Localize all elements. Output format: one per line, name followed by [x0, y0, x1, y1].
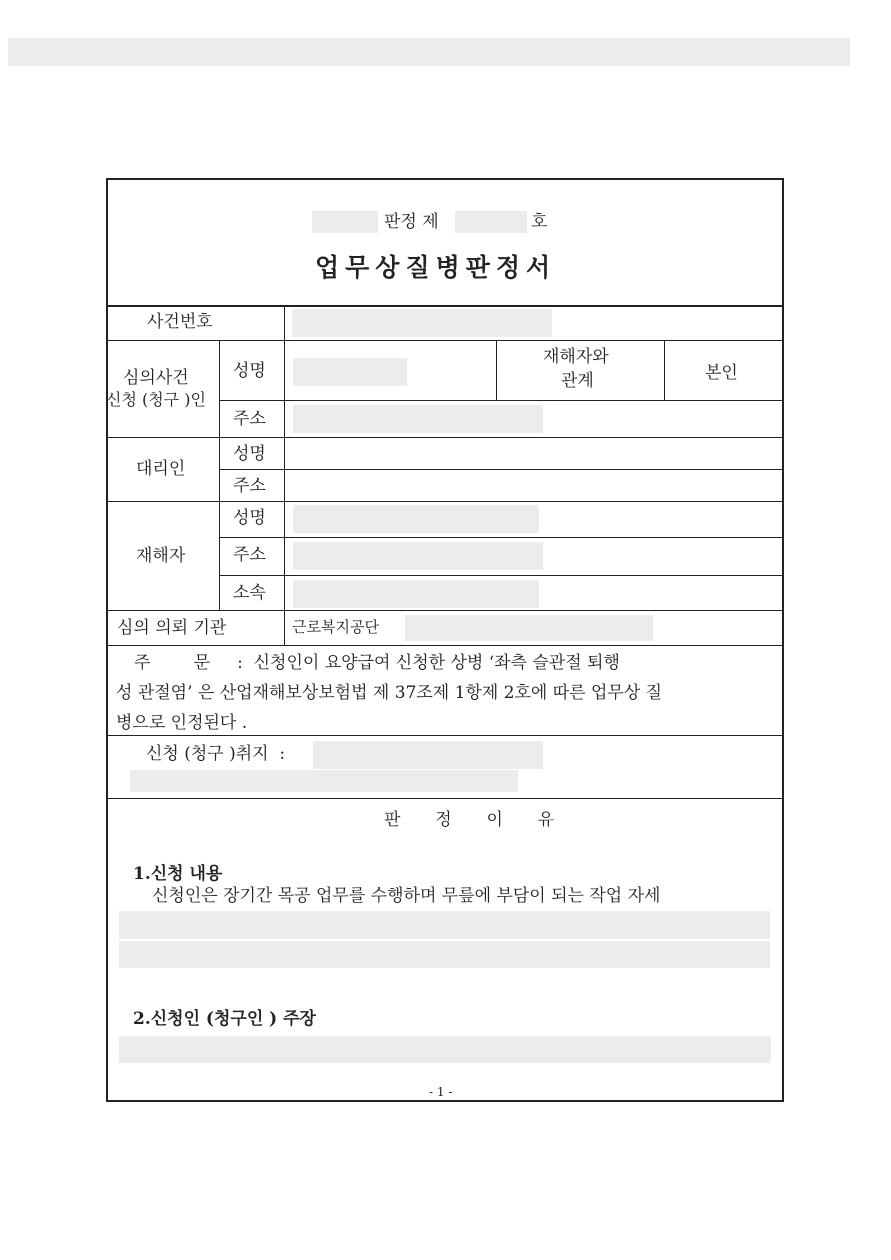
- decision-number-label: 판정 제: [384, 212, 439, 232]
- document-title: 업무상질병판정서: [315, 253, 557, 282]
- rule: [219, 400, 784, 401]
- victim-address-label: 주소: [233, 545, 266, 565]
- relation-label-line1: 재해자와: [543, 347, 609, 367]
- decision-year-redaction: [312, 211, 378, 233]
- applicant-header-line1: 심의사건: [123, 368, 189, 388]
- rule: [219, 469, 784, 470]
- applicant-address-label: 주소: [233, 409, 266, 429]
- relation-label-line2: 관계: [561, 371, 594, 391]
- main-text-line2: 성 관절염’ 은 산업재해보상보험법 제 37조제 1항제 2호에 따른 업무상 질: [116, 683, 663, 703]
- rule: [106, 501, 784, 502]
- rule: [106, 305, 784, 307]
- agent-name-label: 성명: [233, 444, 266, 464]
- victim-header: 재해자: [136, 546, 186, 566]
- section1-text: 신청인은 장기간 목공 업무를 수행하며 무릎에 부담이 되는 작업 자세: [152, 886, 661, 906]
- victim-affiliation-label: 소속: [233, 583, 266, 603]
- rule: [219, 575, 784, 576]
- rule: [219, 340, 220, 610]
- application-purpose-redaction-2: [130, 770, 518, 792]
- header-redaction-bar: [8, 38, 850, 66]
- application-purpose-label: 신청 (청구 )취지 :: [146, 744, 286, 764]
- victim-name-redaction: [293, 505, 539, 533]
- section2-title: 2.신청인 (청구인 ) 주장: [133, 1009, 316, 1029]
- agent-header: 대리인: [136, 459, 186, 479]
- decision-number-redaction: [455, 211, 527, 233]
- section2-redaction: [119, 1036, 771, 1063]
- victim-name-label: 성명: [233, 508, 266, 528]
- rule: [106, 437, 784, 438]
- applicant-header-line2: 신청 (청구 )인: [106, 390, 206, 409]
- victim-address-redaction: [293, 542, 543, 570]
- rule: [106, 340, 784, 341]
- applicant-address-redaction: [293, 405, 543, 433]
- decision-number-suffix: 호: [531, 212, 548, 232]
- agent-address-label: 주소: [233, 476, 266, 496]
- main-text-line1: 주 문 : 신청인이 요양급여 신청한 상병 ‘좌측 슬관절 퇴행: [134, 653, 620, 673]
- requesting-org-label: 심의 의뢰 기관: [117, 618, 227, 638]
- main-text-line3: 병으로 인정된다 .: [116, 713, 248, 733]
- rule: [106, 645, 784, 646]
- page-number: - 1 -: [429, 1085, 453, 1099]
- application-purpose-redaction: [313, 741, 543, 769]
- applicant-name-label: 성명: [233, 361, 266, 381]
- applicant-name-redaction: [293, 358, 407, 386]
- section1-redaction-2: [119, 941, 770, 968]
- case-number-label: 사건번호: [147, 312, 213, 332]
- rule: [219, 537, 784, 538]
- rule: [664, 340, 665, 400]
- rule: [284, 305, 285, 645]
- rule: [106, 610, 784, 611]
- reasons-heading: 판 정 이 유: [384, 810, 563, 830]
- requesting-org-redaction: [405, 615, 653, 641]
- requesting-org-value: 근로복지공단: [292, 618, 379, 636]
- rule: [496, 340, 497, 400]
- rule: [106, 735, 784, 736]
- relation-value: 본인: [705, 363, 738, 383]
- rule: [106, 798, 784, 799]
- section1-redaction-1: [119, 911, 770, 939]
- victim-affiliation-redaction: [293, 580, 539, 608]
- case-number-redaction: [292, 309, 552, 337]
- section1-title: 1.신청 내용: [133, 864, 223, 884]
